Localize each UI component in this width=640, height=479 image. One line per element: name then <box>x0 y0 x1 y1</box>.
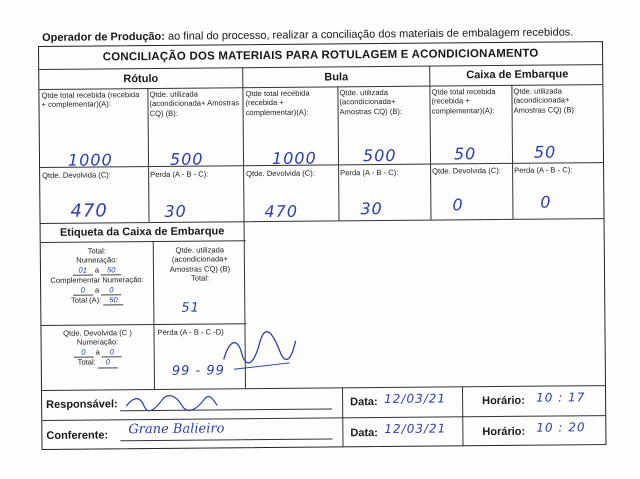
etq-compl-text: Complementar Numeração: <box>50 275 144 286</box>
etq-num-to: 50 <box>101 265 121 276</box>
rotulo-a-value: 1000 <box>67 150 113 170</box>
etq-utilizada-label <box>157 245 243 283</box>
conferente-label: Conferente: <box>46 429 109 442</box>
etq-total-text: Total: <box>87 246 106 256</box>
bula-c-value: 470 <box>264 201 299 222</box>
rotulo-a-label: Qtde total recebida (recebida + complementar)(A): <box>41 90 140 110</box>
etq-devolvida-text: Qtde. Devolvida (C ) <box>63 328 132 338</box>
etq-devolvida-label <box>43 328 151 369</box>
section-etiqueta: Etiqueta da Caixa de Embarque <box>59 225 225 239</box>
caixa-c-label: Qtde. Devolvida (C): <box>432 165 501 176</box>
etq-dev-a: a <box>95 347 100 357</box>
etq-dev-total-row <box>44 357 152 368</box>
etq-compl-from: 0 <box>73 285 93 296</box>
etq-perda-label: Perda (A - B - C -D) <box>157 327 224 337</box>
data1-value: 12/03/21 <box>384 391 447 406</box>
data2-label: Data: <box>350 427 378 440</box>
caixa-perda-value: 0 <box>540 192 552 212</box>
responsavel-label: Responsável: <box>46 398 118 411</box>
horario1-label: Horário: <box>482 394 525 408</box>
caixa-b-label: Qtde. utilizada (acondicionada+ Amostras CQ) (B): <box>513 86 577 115</box>
instruction-bold: Operador de Produção: <box>42 30 165 44</box>
etq-dev-total-value: 0 <box>98 358 118 369</box>
instruction-text: ao final do processo, realizar a conciliação dos materiais de embalagem recebidos. <box>164 26 574 43</box>
etq-dev-total-label: Total: <box>77 357 96 367</box>
horario2-label: Horário: <box>482 425 526 439</box>
bula-c-label: Qtde. Devolvida (C): <box>246 168 315 179</box>
etq-utilizada-total: Total: <box>190 273 210 283</box>
caixa-c-value: 0 <box>452 195 464 215</box>
initials-signature <box>219 329 299 376</box>
responsavel-signature <box>124 393 219 412</box>
caixa-a-value: 50 <box>453 144 477 164</box>
horario1-value: 10 : 17 <box>536 390 586 405</box>
rotulo-c-label: Qtde. Devolvida (C): <box>42 170 111 180</box>
bula-a-label: Qtde total recebida (recebida + complementar)(A): <box>245 88 310 118</box>
section-caixa: Caixa de Embarque <box>466 68 569 82</box>
etq-total-a-row <box>43 295 151 306</box>
etq-dev-to: 0 <box>102 347 122 358</box>
etq-perda-value: 99 - 99 <box>171 363 225 379</box>
section-bula: Bula <box>324 71 349 84</box>
conferente-signature: Grane Balieiro <box>128 421 225 438</box>
etq-total-b-value: 51 <box>181 300 200 316</box>
etq-total-label <box>43 246 152 306</box>
reconciliation-form <box>38 41 607 450</box>
etq-num-a: a <box>94 265 100 275</box>
etq-numeracao-text: Numeração: <box>76 255 118 266</box>
rotulo-c-value: 470 <box>70 200 108 222</box>
bula-b-label: Qtde. utilizada (acondicionada+ Amostras CQ) (B): <box>339 87 403 117</box>
etq-dev-from: 0 <box>73 347 93 358</box>
rotulo-perda-label: Perda (A - B - C): <box>150 169 209 180</box>
etq-num-from: 01 <box>73 265 93 276</box>
etq-compl-to: 0 <box>101 285 121 296</box>
caixa-perda-label: Perda (A - B - C): <box>514 165 573 175</box>
bula-perda-value: 30 <box>360 198 383 219</box>
section-rotulo: Rótulo <box>123 72 159 86</box>
data1-label: Data: <box>350 396 378 409</box>
data2-value: 12/03/21 <box>384 421 447 436</box>
bula-perda-label: Perda (A - B - C): <box>340 167 399 178</box>
bula-a-value: 1000 <box>271 148 317 168</box>
bula-b-value: 500 <box>362 145 397 166</box>
etq-utilizada-text: Qtde. utilizada (acondicionada+ Amostras CQ) (B) <box>169 245 231 274</box>
etq-total-a-label: Total (A): <box>70 295 102 305</box>
etq-dev-numeracao: Numeração: <box>76 337 119 348</box>
rotulo-perda-value: 30 <box>164 201 187 221</box>
horario2-value: 10 : 20 <box>536 420 586 435</box>
form-title: CONCILIAÇÃO DOS MATERIAIS PARA ROTULAGEM E ACONDICIONAMENTO <box>102 47 539 64</box>
rotulo-b-label: Qtde. utilizada (acondicionada+ Amostras CQ) (B): <box>149 89 240 118</box>
etq-compl-a: a <box>94 285 100 295</box>
rotulo-b-value: 500 <box>169 149 204 169</box>
caixa-a-label: Qtde total recebida (recebida + complementar)(A): <box>431 87 496 116</box>
etq-total-a-value: 50 <box>103 295 123 306</box>
caixa-b-value: 50 <box>533 142 557 162</box>
